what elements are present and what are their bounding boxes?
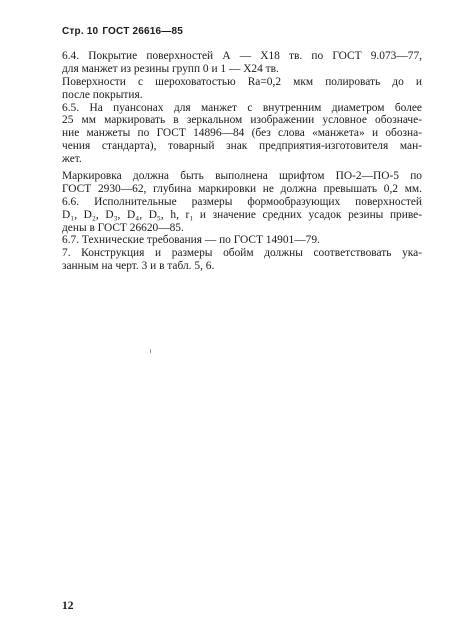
text-line: ние манжеты по ГОСТ 14896—84 (без слова «манжета» и обозна- (62, 127, 422, 140)
running-header (62, 26, 183, 37)
text-line: занным на черт. 3 и в табл. 5, 6. (62, 260, 215, 273)
text-line: ГОСТ 2930—62, глубина маркировки не должна превышать 0,2 мм. (62, 182, 422, 195)
header-page-label: Стр. 10 (62, 26, 99, 37)
text-line: Маркировка должна быть выполнена шрифтом ПО-2—ПО-5 по (62, 170, 422, 183)
text-line: чения стандарта), товарный знак предприятия-изготовителя ман- (62, 140, 422, 153)
body-text (62, 50, 422, 273)
text-line: для манжет из резины групп 0 и 1 — Х24 тв. (62, 62, 279, 75)
text-line: после покрытия. (62, 88, 143, 101)
text-line-7: 7. Конструкция и размеры обойм должны соответствовать ука- (62, 247, 422, 260)
page-number: 12 (62, 600, 74, 612)
text-line: D₁, D₂, D₃, D₄, D₅, h, r₁ и значение средних усадок резины приве- (62, 208, 422, 221)
text-line-6-7: 6.7. Технические требования — по ГОСТ 14901—79. (62, 234, 320, 247)
text-line: жет. (62, 153, 82, 166)
scan-speck (150, 349, 151, 353)
text-line: дены в ГОСТ 26620—85. (62, 221, 184, 234)
text-line-6-5: 6.5. На пуансонах для манжет с внутренним диаметром более (62, 101, 422, 114)
header-standard: ГОСТ 26616—85 (102, 26, 184, 37)
text-line: Поверхности с шероховатостью Ra=0,2 мкм полировать до и (62, 75, 422, 88)
text-line-6-4: 6.4. Покрытие поверхностей А — Х18 тв. по ГОСТ 9.073—77, (62, 50, 422, 62)
text-line-6-6: 6.6. Исполнительные размеры формообразующих поверхностей (62, 195, 422, 208)
text-line: 25 мм маркировать в зеркальном изображении условное обозначе- (62, 114, 422, 127)
